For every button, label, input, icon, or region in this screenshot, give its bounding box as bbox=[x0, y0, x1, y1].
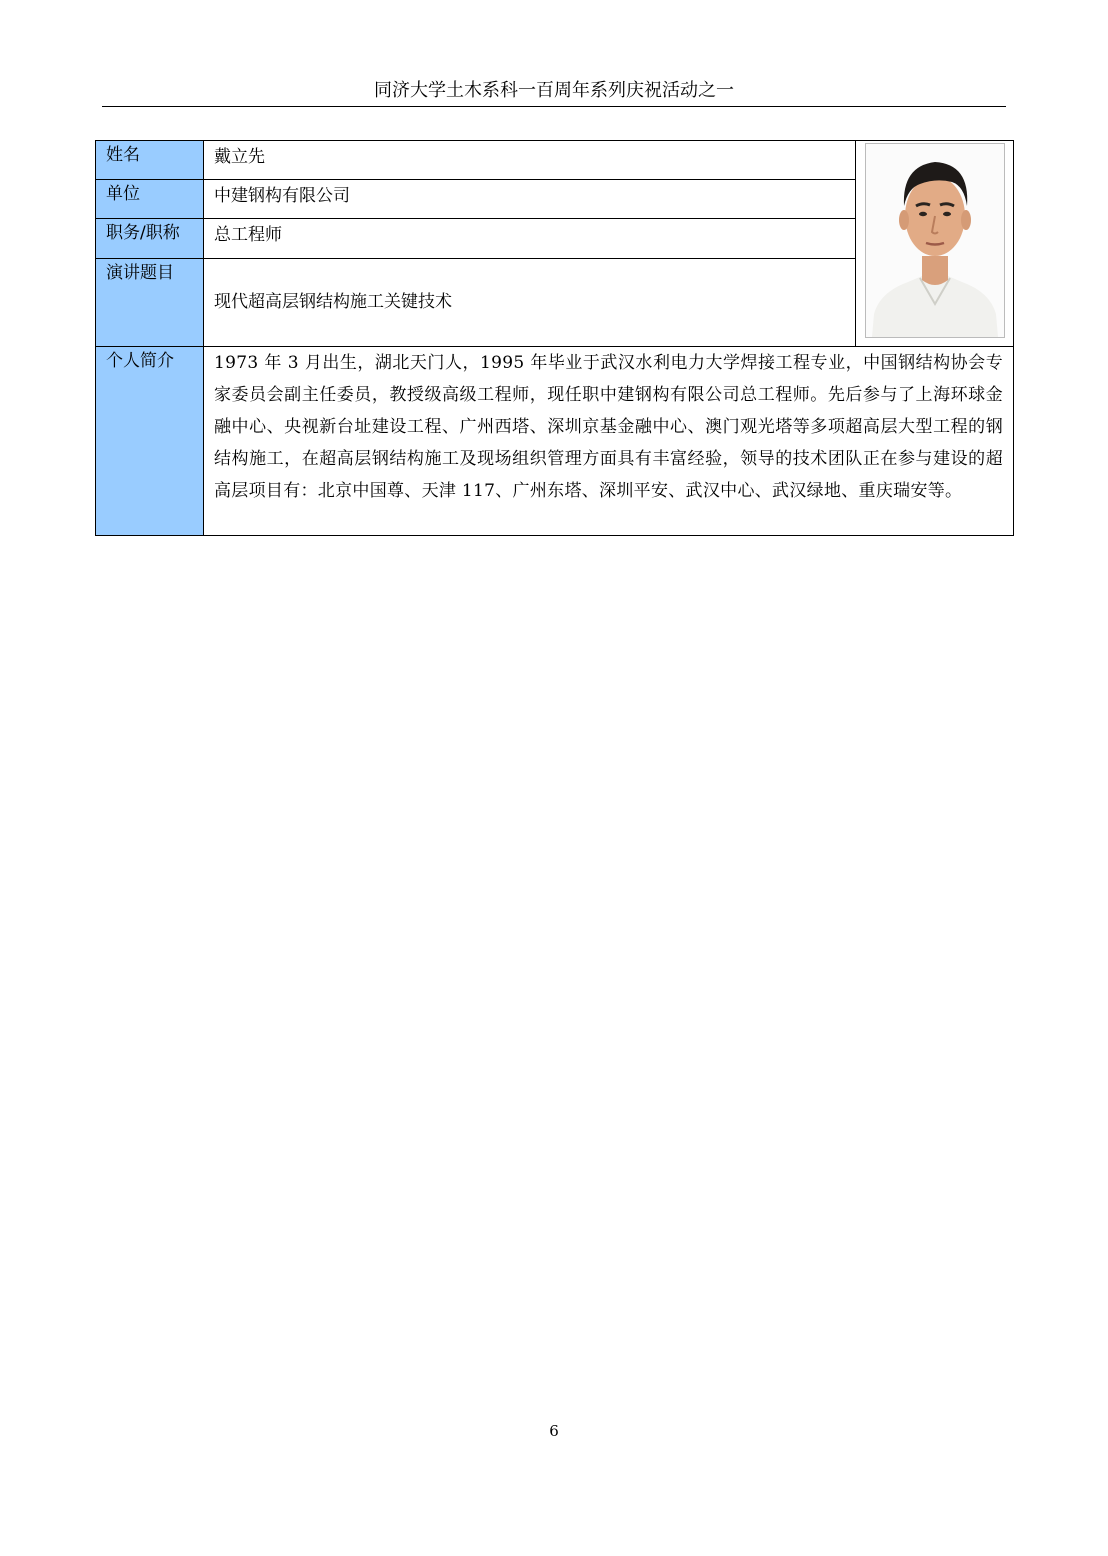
topic-label: 演讲题目 bbox=[96, 258, 204, 346]
unit-label: 单位 bbox=[96, 180, 204, 219]
topic-value: 现代超高层钢结构施工关键技术 bbox=[204, 258, 856, 346]
row-bio bbox=[96, 347, 1014, 536]
unit-value: 中建钢构有限公司 bbox=[204, 180, 856, 219]
header-title: 同济大学土木系科一百周年系列庆祝活动之一 bbox=[374, 80, 734, 101]
photo-cell bbox=[856, 141, 1014, 347]
name-value: 戴立先 bbox=[204, 141, 856, 180]
position-value: 总工程师 bbox=[204, 219, 856, 258]
page-number: 6 bbox=[549, 1422, 559, 1440]
profile-table bbox=[95, 140, 1014, 536]
bio-text: 1973 年 3 月出生，湖北天门人，1995 年毕业于武汉水利电力大学焊接工程专业，中国钢结构协会专家委员会副主任委员，教授级高级工程师，现任职中建钢构有限公司总工程师。先后参与了上海环球金融中心、央视新台址建设工程、广州西塔、深圳京基金融中心、澳门观光塔等多项超高层大型工程的钢结构施工，在超高层钢结构施工及现场组织管理方面具有丰富经验，领导的技术团队正在参与建设的超高层项目有：北京中国尊、天津 117、广州东塔、深圳平安、武汉中心、武汉绿地、重庆瑞安等。 bbox=[204, 347, 1014, 536]
portrait-icon bbox=[866, 144, 1004, 337]
name-label: 姓名 bbox=[96, 141, 204, 180]
position-label: 职务/职称 bbox=[96, 219, 204, 258]
page-header bbox=[102, 78, 1006, 107]
row-name bbox=[96, 141, 1014, 180]
portrait-photo bbox=[865, 143, 1005, 338]
bio-label: 个人简介 bbox=[96, 347, 204, 536]
